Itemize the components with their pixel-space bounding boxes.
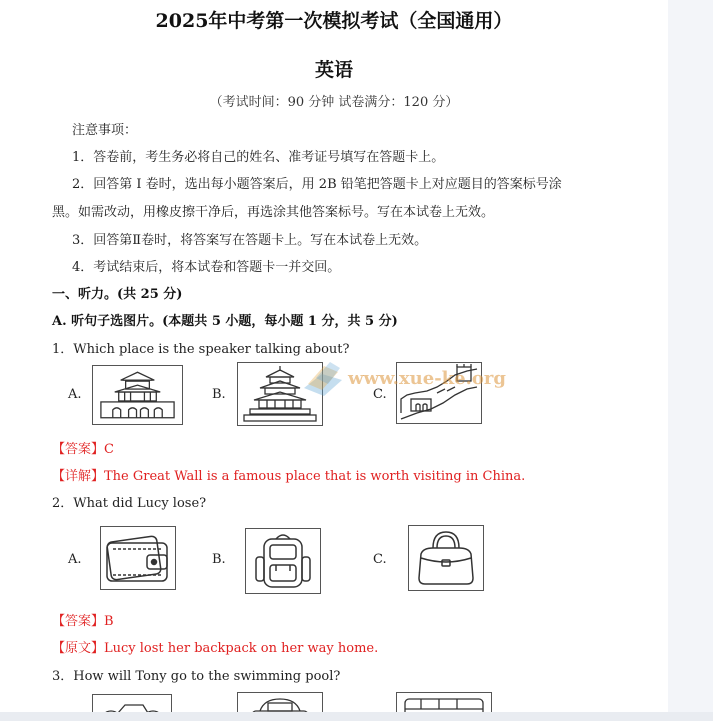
note-item: 4．考试结束后，将本试卷和答题卡一并交回。 <box>72 260 341 275</box>
note-item: 1．答卷前，考生务必将自己的姓名、准考证号填写在答题卡上。 <box>72 150 445 165</box>
subsection-heading: A. 听句子选图片。(本题共 5 小题，每小题 1 分，共 5 分) <box>52 314 398 329</box>
note-item: 黑。如需改动，用橡皮擦干净后，再选涂其他答案标号。写在本试卷上无效。 <box>52 205 495 220</box>
option-a-label: A. <box>68 387 82 402</box>
viewer-bottom-bar <box>0 712 713 721</box>
question-2-text: 2．What did Lucy lose? <box>52 496 207 511</box>
watermark-logo-icon <box>300 358 346 402</box>
question-3-text: 3．How will Tony go to the swimming pool? <box>52 669 341 684</box>
answer-2: 【答案】B <box>52 614 114 629</box>
subject-heading: 英语 <box>314 59 353 81</box>
option-a-label: A. <box>68 552 82 567</box>
section-heading: 一、听力。(共 25 分) <box>52 287 183 302</box>
note-item: 3．回答第Ⅱ卷时，将答案写在答题卡上。写在本试卷上无效。 <box>72 233 428 248</box>
option-b-label: B. <box>212 552 226 567</box>
option-c-label: C. <box>373 552 387 567</box>
option-c-label: C. <box>373 387 387 402</box>
page-title: 2025年中考第一次模拟考试（全国通用） <box>155 10 513 32</box>
question-1-text: 1．Which place is the speaker talking about? <box>52 342 350 357</box>
backpack-icon <box>245 528 321 594</box>
explanation-2: 【原文】Lucy lost her backpack on her way home. <box>52 641 379 656</box>
answer-1: 【答案】C <box>52 442 114 457</box>
tiananmen-icon <box>92 365 183 425</box>
exam-info: （考试时间：90 分钟 试卷满分：120 分） <box>209 95 459 110</box>
watermark <box>300 358 510 402</box>
watermark-text: www.xue-ke.org <box>348 368 506 389</box>
note-item: 2．回答第 I 卷时，选出每小题答案后，用 2B 铅笔把答题卡上对应题目的答案标号涂 <box>72 177 562 192</box>
notes-heading: 注意事项： <box>72 123 138 138</box>
explanation-1: 【详解】The Great Wall is a famous place that is worth visiting in China. <box>52 469 526 484</box>
handbag-icon <box>408 525 484 591</box>
viewer-side-panel <box>668 0 713 721</box>
wallet-icon <box>100 526 176 590</box>
option-b-label: B. <box>212 387 226 402</box>
